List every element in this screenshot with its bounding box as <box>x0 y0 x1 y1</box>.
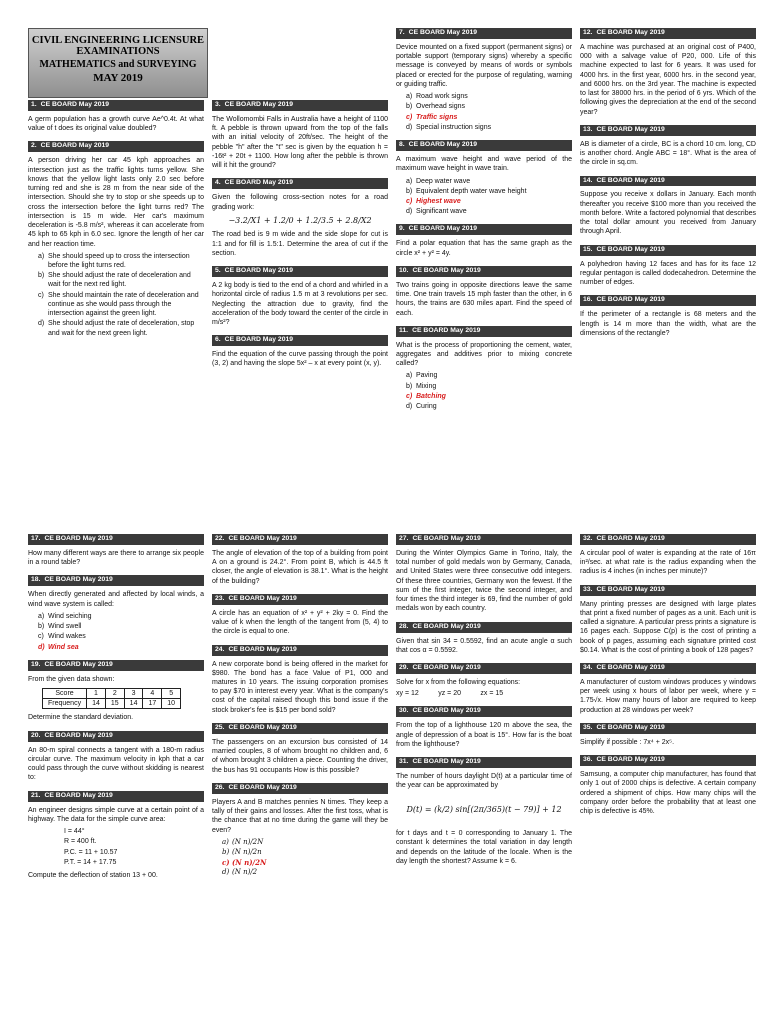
answer-option: c) Wind wakes <box>38 633 86 641</box>
column-2-bottom <box>212 534 388 886</box>
daylight-formula: D(t) = (k/2) sin[(2π/365)(t − 79)] + 12 <box>406 804 562 814</box>
question-23: 23. CE BOARD May 2019 A circle has an equation of x² + y² + 2ky = 0. Find the value of k when the length of the tangent from (5, 4) to the circle is equal to one. <box>212 594 388 636</box>
question-21: 21. CE BOARD May 2019 An engineer designs simple curve at a certain point of a highway. The data for the simple curve area: I = 44° R = 400 ft. P.C. = 11 + 10.57 P.T. = 14 + 17.75 Compute the deflection of station 13 + 00. <box>28 791 204 879</box>
question-32: 32. CE BOARD May 2019 A circular pool of water is expanding at the rate of 16π in²/sec. at what rate is the radius expanding when the radius is 4 inches (in inches per minute)? <box>580 535 756 576</box>
answer-option: a) Deep water wave <box>406 177 471 185</box>
question-10: 10. CE BOARD May 2019 Two trains going in opposite directions leave the same time. One train travels 15 mph faster than the other, in 6 hours, the trains are 630 miles apart. Find the speed of each. <box>396 266 572 317</box>
answer-option: a) Road work signs <box>406 93 468 101</box>
answer-option: a) (N n)/2N <box>222 837 264 846</box>
answer-options <box>406 92 572 132</box>
question-11: 11. CE BOARD May 2019 What is the process of proportioning the cement, water, aggregates and additives prior to mixing concrete called? a) Paving b) Mixing c) Batching d) Curing <box>396 326 572 411</box>
column-1-bottom <box>28 534 204 888</box>
question-15: 15. CE BOARD May 2019 A polyhedron having 12 faces and has for its face 12 regular pentagon is called dodecahedron. Determine the number of edges. <box>580 245 756 287</box>
question-header: 6. CE BOARD May 2019 <box>212 335 388 346</box>
answer-option: a) Wind seiching <box>38 612 92 620</box>
question-header: 31. CE BOARD May 2019 <box>396 757 572 768</box>
question-31: 31. CE BOARD May 2019 The number of hours daylight D(t) at a particular time of the year can be approximated by D(t) = (k/2) sin[(2π/365)(t − 79)] + 12 for t days and t = 0 corresponding to January 1. The constant k determines the total variation in day length and depends on the latitude of the locale. When is the day length the shortest? Assume k = 6. <box>396 758 572 865</box>
question-30: 30. CE BOARD May 2019 From the top of a lighthouse 120 m above the sea, the angle of depression of a boat is 15°. How far is the boat from the lighthouse? <box>396 707 572 748</box>
question-header: 22. CE BOARD May 2019 <box>212 534 388 545</box>
question-6: 6. CE BOARD May 2019 Find the equation of the curve passing through the point (3, 2) and having the slope 5x² – x at every point (x, y). <box>212 336 388 368</box>
cross-section-formula: −3.2/X1 + 1.2/0 + 1.2/3.5 + 2.8/X2 <box>228 215 372 225</box>
question-header: 18. CE BOARD May 2019 <box>28 575 204 586</box>
title-line-3: MATHEMATICS and SURVEYING <box>39 59 197 70</box>
answer-options <box>38 612 204 652</box>
correct-answer: c) Highest wave <box>406 197 461 205</box>
answer-options <box>222 838 388 878</box>
question-header: 26. CE BOARD May 2019 <box>212 783 388 794</box>
question-20: 20. CE BOARD May 2019 An 80-m spiral connects a tangent with a 180-m radius circular curve. The maximum velocity in kph that a car could pass through the curve without skidding is nearest to: <box>28 731 204 782</box>
question-8: 8. CE BOARD May 2019 A maximum wave height and wave period of the maximum wave height in wave train. a) Deep water wave b) Equivalent depth water wave height c) Highest wave d) Significant wave <box>396 141 572 216</box>
question-header: 28. CE BOARD May 2019 <box>396 622 572 633</box>
answer-option: b) Wind swell <box>38 623 82 631</box>
question-header: 2. CE BOARD May 2019 <box>28 141 204 152</box>
option-d: d) She should adjust the rate of deceleration, stop and wait for the next green light. <box>38 320 195 337</box>
correct-answer: c) Batching <box>406 392 446 400</box>
question-header: 12. CE BOARD May 2019 <box>580 28 756 39</box>
answer-option: b) Mixing <box>406 382 437 390</box>
question-1 <box>28 100 204 133</box>
question-header: 15. CE BOARD May 2019 <box>580 245 756 256</box>
question-header: 1. CE BOARD May 2019 <box>28 100 204 111</box>
question-22: 22. CE BOARD May 2019 The angle of elevation of the top of a building from point A on a ground is 24.2°. From point B, which is 44.5 ft closer, the angle of elevation is 38.1°. What is the height of the building? <box>212 535 388 585</box>
question-28: 28. CE BOARD May 2019 Given that sin 34 = 0.5592, find an acute angle α such that cos α = 0.5592. <box>396 622 572 654</box>
question-header: 23. CE BOARD May 2019 <box>212 594 388 605</box>
question-18: 18. CE BOARD May 2019 When directly generated and affected by local winds, a wind wave system is called: a) Wind seiching b) Wind swell c) Wind wakes d) Wind sea <box>28 576 204 651</box>
question-17: 17. CE BOARD May 2019 How many different ways are there to arrange six people in a round table? <box>28 535 204 567</box>
column-3-top <box>396 28 572 419</box>
question-25: 25. CE BOARD May 2019 The passengers on an excursion bus consisted of 14 married couples, 8 of whom brought no children and, 6 of whom brought 3 children a piece. Counting the driver, the bus has 91 occupants How is this possible? <box>212 723 388 774</box>
answer-option: d) (N n)/2 <box>222 868 258 877</box>
question-header: 10. CE BOARD May 2019 <box>396 266 572 277</box>
question-24: 24. CE BOARD May 2019 A new corporate bond is being offered in the market for $980. The bond has a face Value of P1, 000 and matures in 10 years. The issuing corporation promises to pay $70 in interest every year. What is the company's cost of the capital raised though this bond issue if the stock broker's fee is $15 per bond sold? <box>212 645 388 714</box>
title-line-4: MAY 2019 <box>93 72 143 84</box>
question-3: 3. CE BOARD May 2019 The Wollomombi Falls in Australia have a height of 1100 ft. A pebble is thrown upward from the top of the falls with an initial velocity of 20ft/sec. The height of the pebble "h" after the "t" sec is given by the equation h = -16t² + 20t + 1100. How long after the pebble is thrown will it hit the ground? <box>212 101 388 170</box>
question-29: 29. CE BOARD May 2019 Solve for x from the following equations: xy = 12 yz = 20 zx = 15 <box>396 663 572 698</box>
answer-option: b) Equivalent depth water wave height <box>406 187 527 195</box>
question-header: 36. CE BOARD May 2019 <box>580 755 756 766</box>
equations: xy = 12 yz = 20 zx = 15 <box>396 690 504 698</box>
answer-option: b) (N n)/2n <box>222 848 262 856</box>
answer-option: d) Significant wave <box>406 208 467 216</box>
answer-option: a) Paving <box>406 372 438 380</box>
correct-answer: c) Traffic signs <box>406 113 458 121</box>
question-12: 12. CE BOARD May 2019 A machine was purchased at an original cost of P400, 000 with a salvage value of P20, 000. Life of this machine expected to last for 6 years. It was used for 4000 hrs. in the first year, 6000 hrs. in the second year, and 6000 hrs. on the 3rd year. The machine is expected to last for 38000 hrs. in the period of 6 yrs. Which of the following gives the depreciation at the end of the second year? <box>580 29 756 116</box>
question-header: 27. CE BOARD May 2019 <box>396 534 572 545</box>
question-header: 30. CE BOARD May 2019 <box>396 706 572 717</box>
question-header: 34. CE BOARD May 2019 <box>580 663 756 674</box>
question-header: 7. CE BOARD May 2019 <box>396 28 572 39</box>
curve-data: I = 44° R = 400 ft. P.C. = 11 + 10.57 P.T. = 14 + 17.75 <box>64 828 118 866</box>
question-27: 27. CE BOARD May 2019 During the Winter Olympics Game in Torino, Italy, the total number of gold medals won by Germany, Canada, and United States were three consecutive odd integers. Of these three countries, Germany won the fewest. If the sum of the first integer, twice the second integer, and four times the third integer is 69, find the number of gold medals won by each country. <box>396 535 572 613</box>
column-4-bottom <box>580 534 756 824</box>
column-1-top <box>28 100 204 346</box>
question-header: 32. CE BOARD May 2019 <box>580 534 756 545</box>
answer-options <box>406 177 572 217</box>
option-a: a) She should speed up to cross the intersection before the light turns red. <box>38 252 190 269</box>
title-line-1: CIVIL ENGINEERING LICENSURE <box>31 35 205 46</box>
question-header: 19. CE BOARD May 2019 <box>28 660 204 671</box>
correct-answer: c) (N n)/2N <box>222 858 267 868</box>
question-header: 21. CE BOARD May 2019 <box>28 791 204 802</box>
question-header: 16. CE BOARD May 2019 <box>580 295 756 306</box>
question-header: 14. CE BOARD May 2019 <box>580 176 756 187</box>
question-7: 7. CE BOARD May 2019 Device mounted on a fixed support (permanent signs) or portable support (temporary signs) whereby a specific message is conveyed by means of words or symbols placed or erected for the purpose of regulating, warning or guiding traffic. a) Road work signs b) Overhead signs c) Traffic signs d) Special instruction signs <box>396 29 572 131</box>
question-header: 3. CE BOARD May 2019 <box>212 100 388 111</box>
question-header: 29. CE BOARD May 2019 <box>396 663 572 674</box>
question-5: 5. CE BOARD May 2019 A 2 kg body is tied to the end of a chord and whirled in a horizontal circle of radius 1.5 m at 3 revolutions per sec. Neglecting the attraction due to gravity, find the acceleration of the body toward the center of the circle in m/s²? <box>212 267 388 326</box>
question-16: 16. CE BOARD May 2019 If the perimeter of a rectangle is 68 meters and the length is 14 m more than the width, what are the dimensions of the rectangle? <box>580 296 756 337</box>
answer-options <box>38 252 204 338</box>
question-26: 26. CE BOARD May 2019 Players A and B matches pennies N times. They keep a tally of their gains and losses. After the first toss, what is the chance that at no time during the game will they be even? a) (N n)/2N b) (N n)/2n c) (N n)/2N d) (N n)/2 <box>212 783 388 877</box>
question-34: 34. CE BOARD May 2019 A manufacturer of custom windows produces y windows per week using x hours of labor per week, where y = 1.75√x. How many hours of labor are required to keep production at 28 windows per week? <box>580 664 756 714</box>
answer-options <box>406 371 572 411</box>
question-header: 11. CE BOARD May 2019 <box>396 326 572 337</box>
question-13: 13. CE BOARD May 2019 AB is diameter of a circle, BC is a chord 10 cm. long, CD is another chord. Angle ABC = 18°. What is the area of the circle in sq.cm. <box>580 125 756 167</box>
question-header: 8. CE BOARD May 2019 <box>396 140 572 151</box>
question-4: 4. CE BOARD May 2019 Given the following cross-section notes for a road grading work: −3.2/X1 + 1.2/0 + 1.2/3.5 + 2.8/X2 The road bed is 9 m wide and the side slope for cut is 1:1 and for fill is 1.5:1. Determine the area of cut if the section. <box>212 179 388 257</box>
correct-answer: d) Wind sea <box>38 643 79 651</box>
question-header: 24. CE BOARD May 2019 <box>212 645 388 656</box>
question-19: 19. CE BOARD May 2019 From the given data shown: Score 1 2 3 4 5 Frequency 14 15 14 17 10 Determine the standard deviation. <box>28 660 204 723</box>
question-header: 9. CE BOARD May 2019 <box>396 224 572 235</box>
column-4-top <box>580 28 756 346</box>
question-text: A germ population has a growth curve Ae^0.4t. At what value of t does its original value doubled? <box>28 115 204 133</box>
exam-title-banner <box>28 28 208 98</box>
question-header: 13. CE BOARD May 2019 <box>580 125 756 136</box>
question-text: A person driving her car 45 kph approaches an intersection just as the traffic lights turns yellow. She knows that the yellow light lasts only 2.0 sec before turning red and she is 28 m from the near side of the intersection. Should she try to stop or she speeds up to cross the intersection before the light turns red? The intersection is 15 m wide. Her car's maximum deceleration is -5.8 m/s², whereas it can accelerate from 45 kph to 65 kph in 6.0 sec. Ignore the length of her car and her reaction time. <box>28 157 204 248</box>
question-header: 25. CE BOARD May 2019 <box>212 723 388 734</box>
question-header: 4. CE BOARD May 2019 <box>212 178 388 189</box>
question-header: 33. CE BOARD May 2019 <box>580 585 756 596</box>
question-14: 14. CE BOARD May 2019 Suppose you receive x dollars in January. Each month thereafter you receive $100 more than you received the month before. Write a factored polynomial that describes the total dollar amount you received from January through April. <box>580 176 756 236</box>
question-9: 9. CE BOARD May 2019 Find a polar equation that has the same graph as the circle x² + y² = 4y. <box>396 225 572 257</box>
column-3-bottom <box>396 534 572 874</box>
title-line-2: EXAMINATIONS <box>76 46 160 57</box>
frequency-table: Score 1 2 3 4 5 Frequency 14 15 14 17 10 <box>42 688 181 709</box>
option-b: b) She should adjust the rate of deceleration and wait for the next red light. <box>38 272 191 289</box>
question-header: 35. CE BOARD May 2019 <box>580 723 756 734</box>
question-36: 36. CE BOARD May 2019 Samsung, a computer chip manufacturer, has found that only 1 out of 2000 chips is defective. A certain company ordered a shipment of chips. How many chips will the company order before the probability that at least one chip is defective is 45%. <box>580 756 756 816</box>
question-header: 20. CE BOARD May 2019 <box>28 731 204 742</box>
question-35: 35. CE BOARD May 2019 Simplify if possible : 7x⁴ + 2x⁵. <box>580 723 756 747</box>
question-header: 5. CE BOARD May 2019 <box>212 266 388 277</box>
answer-option: d) Curing <box>406 403 437 411</box>
question-2 <box>28 141 204 337</box>
column-2-top <box>212 100 388 377</box>
question-33: 33. CE BOARD May 2019 Many printing presses are designed with large plates that print a fixed number of pages as a unit. Each unit is called a signature. A particular press prints a signature is 16 pages each. Suppose C(p) is the cost of printing a book of p pages, assuming each signature printed cost $0.14. What is the cost of printing a book of 128 pages? <box>580 585 756 654</box>
option-c: c) She should maintain the rate of deceleration and continue as she would pass through the intersection against the green light. <box>38 291 199 318</box>
answer-option: d) Special instruction signs <box>406 123 492 131</box>
answer-option: b) Overhead signs <box>406 103 466 111</box>
question-header: 17. CE BOARD May 2019 <box>28 534 204 545</box>
